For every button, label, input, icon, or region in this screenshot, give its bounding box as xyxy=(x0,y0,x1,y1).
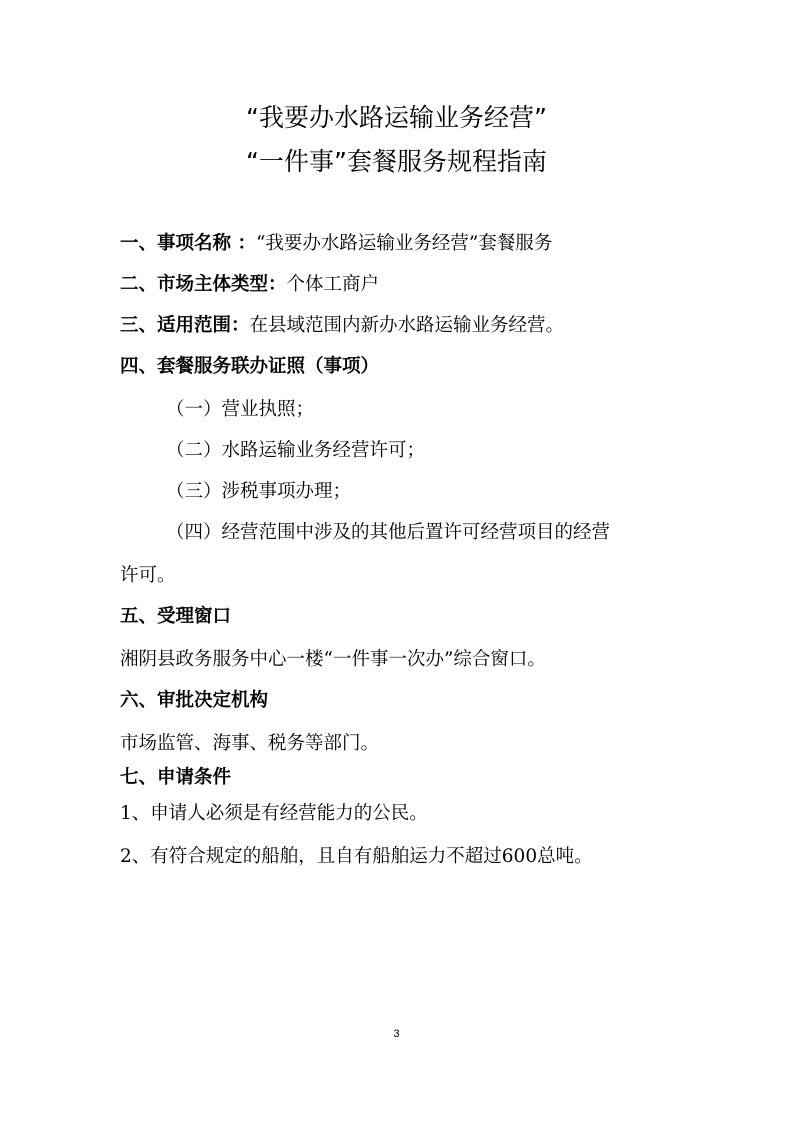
section-heading: 四、套餐服务联办证照（事项） xyxy=(120,356,380,377)
list-item: （三）涉税事项办理； xyxy=(166,481,352,502)
document-title-line-1: “我要办水路运输业务经营” xyxy=(246,103,547,132)
section-text: “我要办水路运输业务经营”套餐服务 xyxy=(255,233,553,254)
list-item: （四）经营范围中涉及的其他后置许可经营项目的经营 xyxy=(166,522,611,543)
section-item-name xyxy=(120,231,552,257)
section-heading: 七、申请条件 xyxy=(120,767,232,788)
list-item: （一）营业执照； xyxy=(166,399,315,420)
page-number: 3 xyxy=(393,1028,400,1040)
list-item-continuation: 许可。 xyxy=(120,565,176,586)
section-text: 湘阴县政务服务中心一楼“一件事一次办”综合窗口。 xyxy=(120,649,546,670)
section-heading: 六、审批决定机构 xyxy=(120,690,269,711)
section-text: 在县域范围内新办水路运输业务经营。 xyxy=(249,315,565,336)
section-text: 个体工商户 xyxy=(286,274,380,295)
list-item: 2、有符合规定的船舶，且自有船舶运力不超过600总吨。 xyxy=(120,846,593,867)
section-entity-type xyxy=(120,272,379,298)
section-heading: 五、受理窗口 xyxy=(120,606,232,627)
section-heading: 二、市场主体类型： xyxy=(120,274,287,295)
list-item: （二）水路运输业务经营许可； xyxy=(166,440,426,461)
document-title-line-2: “一件事”套餐服务规程指南 xyxy=(246,147,547,176)
section-heading: 三、适用范围： xyxy=(120,315,250,336)
section-text: 市场监管、海事、税务等部门。 xyxy=(120,733,380,754)
section-heading: 一、事项名称 ： xyxy=(120,233,256,254)
section-scope xyxy=(120,313,564,339)
list-item: 1、申请人必须是有经营能力的公民。 xyxy=(120,803,428,824)
